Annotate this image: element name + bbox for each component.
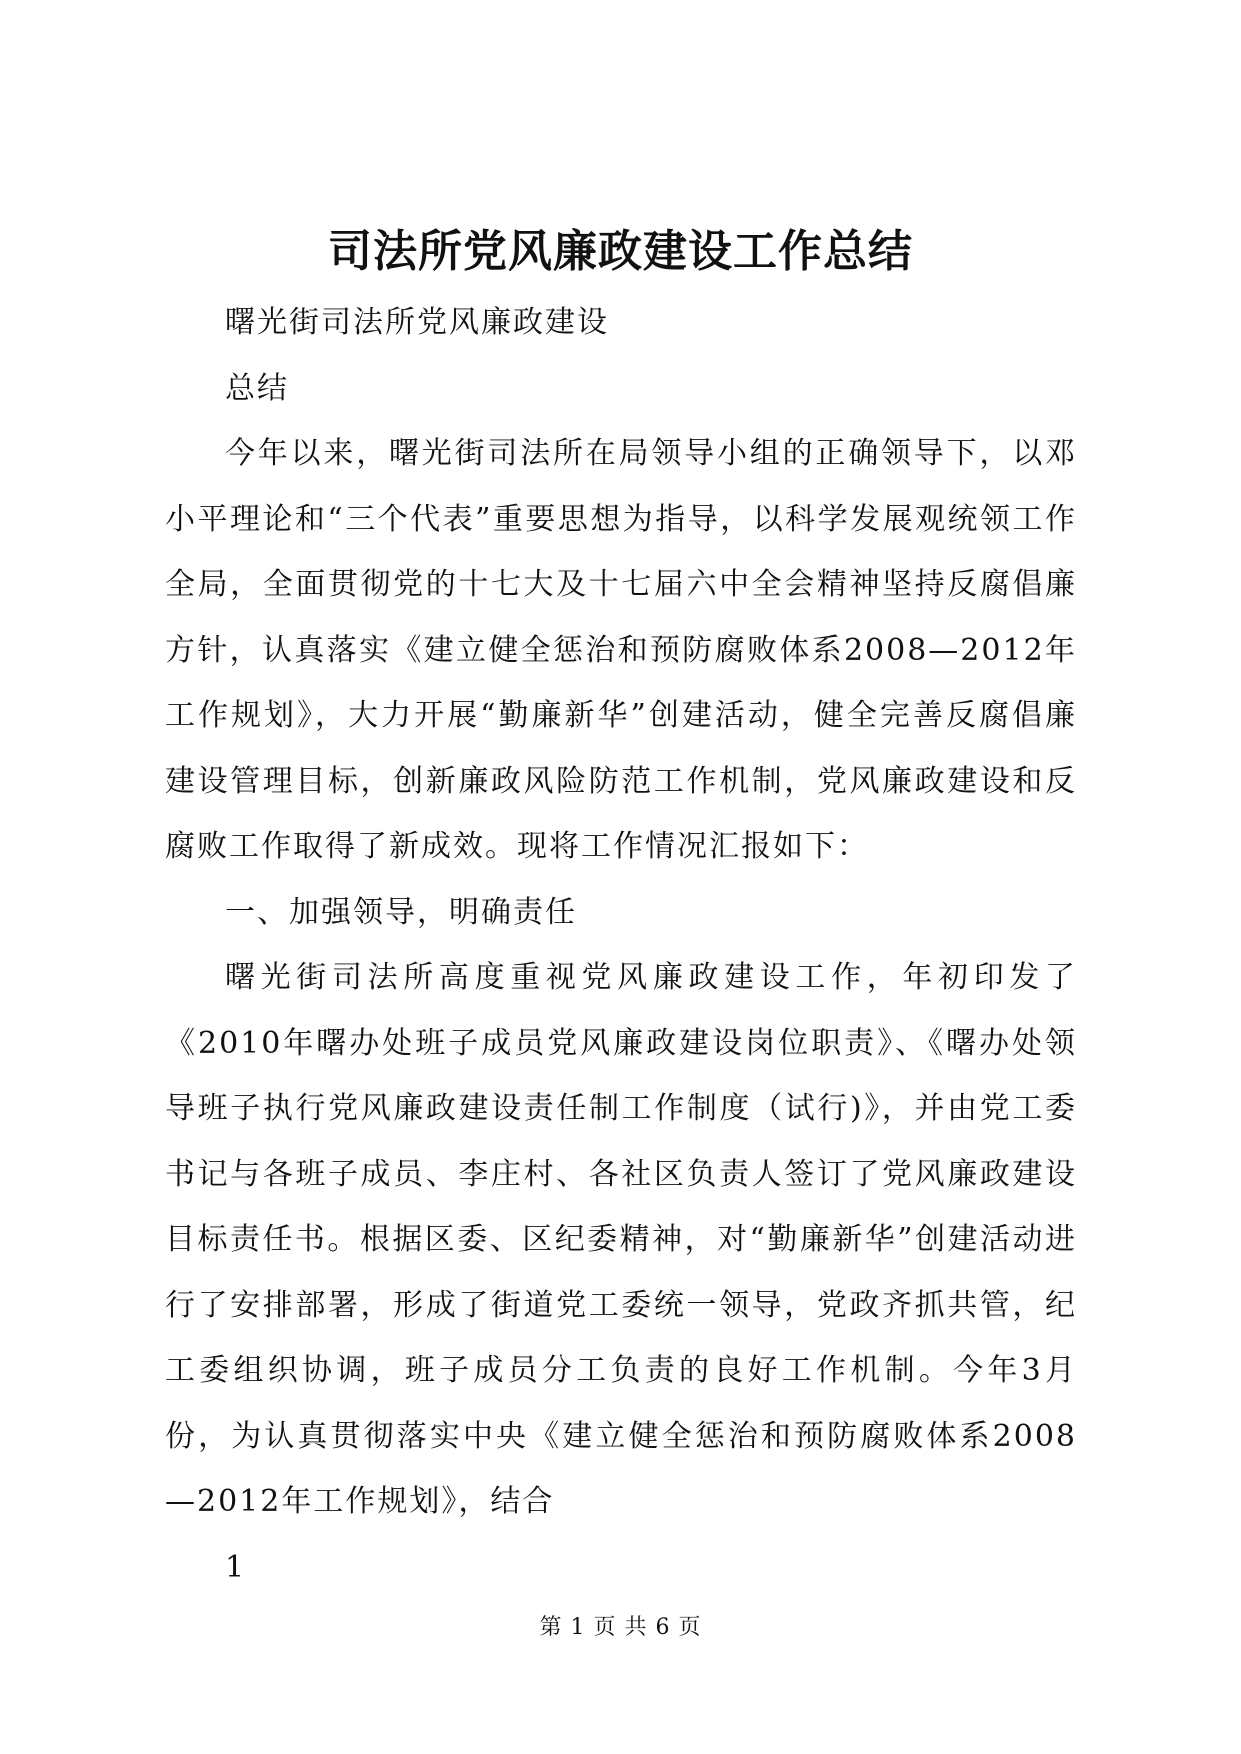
section-heading-1: 一、加强领导，明确责任 xyxy=(225,894,577,930)
paragraph-section-1: 曙光街司法所高度重视党风廉政建设工作，年初印发了《2010年曙办处班子成员党风廉政建设岗位职责》、《曙办处领导班子执行党风廉政建设责任制工作制度（试行)》，并由党工委书记与各班子成员、李庄村、各社区负责人签订了党风廉政建设目标责任书。根据区委、区纪委精神，对“勤廉新华”创建活动进行了安排部署，形成了街道党工委统一领导，党政齐抓共管，纪工委组织协调，班子成员分工负责的良好工作机制。今年3月份，为认真贯彻落实中央《建立健全惩治和预防腐败体系2008—2012年工作规划》，结合 xyxy=(165,960,1077,1519)
document-body xyxy=(165,290,1077,1600)
paragraph-subtitle-line2: 总结 xyxy=(225,370,289,406)
page-footer: 第 1 页 共 6 页 xyxy=(539,1615,702,1640)
paragraph-subtitle-line1: 曙光街司法所党风廉政建设 xyxy=(225,305,609,340)
paragraph-intro: 今年以来，曙光街司法所在局领导小组的正确领导下，以邓小平理论和“三个代表”重要思想为指导，以科学发展观统领工作全局，全面贯彻党的十七大及十七届六中全会精神坚持反腐倡廉方针，认真落实《建立健全惩治和预防腐败体系2008—2012年工作规划》，大力开展“勤廉新华”创建活动，健全完善反腐倡廉建设管理目标，创新廉政风险防范工作机制，党风廉政建设和反腐败工作取得了新成效。现将工作情况汇报如下： xyxy=(165,436,1077,864)
inline-page-number: 1 xyxy=(225,1549,247,1585)
document-title: 司法所党风廉政建设工作总结 xyxy=(328,226,913,277)
